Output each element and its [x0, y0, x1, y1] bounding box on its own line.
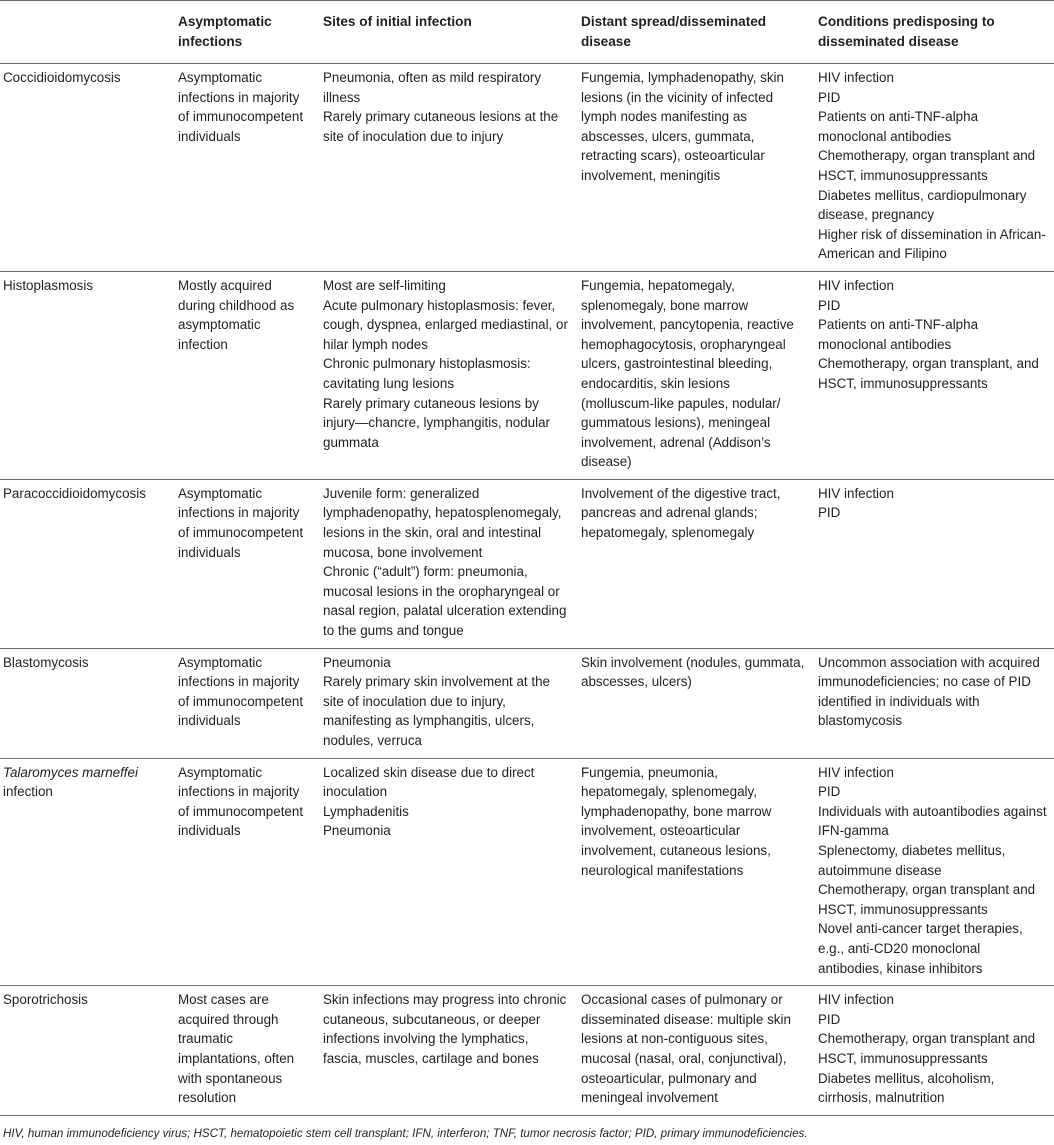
- distant-spread-cell: [575, 758, 812, 986]
- disease-cell: [0, 986, 172, 1116]
- predisposing-condition-line: Higher risk of dissemination in African-American and Filipino: [818, 226, 1046, 262]
- initial-infection-line: Rarely primary cutaneous lesions by injury—chancre, lymphangitis, nodular gummata: [323, 395, 551, 450]
- table-row: [0, 479, 1054, 648]
- predisposing-condition-line: Individuals with autoantibodies against IFN-gamma: [818, 803, 1047, 839]
- predisposing-condition-line: HIV infection: [818, 70, 894, 85]
- initial-infection-line: Rarely primary cutaneous lesions at the site of inoculation due to injury: [323, 109, 559, 144]
- initial-infection-line: Pneumonia, often as mild respiratory illness: [323, 70, 542, 105]
- disease-cell: [0, 64, 172, 272]
- distant-spread-cell: [575, 479, 812, 648]
- initial-infection-line: Acute pulmonary histoplasmosis: fever, cough, dyspnea, enlarged mediastinal, or hilar lymph nodes: [323, 297, 568, 352]
- disease-name: Coccidioidomycosis: [3, 70, 121, 85]
- distant-spread-cell: [575, 64, 812, 272]
- predisposing-condition-line: PID: [818, 784, 841, 800]
- predisposing-condition-line: Chemotherapy, organ transplant and HSCT, immunosuppressants: [818, 882, 1036, 917]
- predisposing-condition-line: PID: [818, 89, 841, 105]
- disease-name-suffix: infection: [3, 784, 53, 800]
- header-disease: [0, 1, 172, 64]
- predisposing-condition-line: PID: [818, 297, 841, 313]
- table-row: [0, 648, 1054, 758]
- asymptomatic-cell: Asymptomatic infections in majority of immunocompetent individuals: [178, 764, 304, 839]
- predisposing-condition-line: Splenectomy, diabetes mellitus, autoimmune disease: [818, 842, 1006, 878]
- predisposing-condition-line: HIV infection: [818, 485, 894, 501]
- asymptomatic-cell: Asymptomatic infections in majority of immunocompetent individuals: [178, 485, 304, 560]
- distant-spread-cell: [575, 986, 812, 1116]
- predisposing-condition-line: Novel anti-cancer target therapies, e.g., anti-CD20 monoclonal antibodies, kinase inhibitors: [818, 921, 1023, 976]
- distant-spread-cell: [575, 271, 812, 479]
- predisposing-condition-line: PID: [818, 1011, 841, 1027]
- initial-infection-line: Localized skin disease due to direct inoculation: [323, 764, 535, 800]
- header-distant-spread: Distant spread/disseminated disease: [581, 14, 767, 49]
- distant-spread-line: Fungemia, lymphadenopathy, skin lesions (in the vicinity of infected lymph nodes manifesting as abscesses, ulcers, gummata, retracting scars), osteoarticular involvement, meningitis: [581, 70, 784, 183]
- predisposing-condition-line: Patients on anti-TNF-alpha monoclonal antibodies: [818, 109, 979, 144]
- predisposing-conditions-cell: [812, 271, 1054, 479]
- predisposing-condition-line: Patients on anti-TNF-alpha monoclonal antibodies: [818, 317, 979, 352]
- disease-name: Talaromyces marneffei: [3, 764, 138, 780]
- predisposing-conditions-cell: [812, 986, 1054, 1116]
- initial-infection-cell: [317, 648, 575, 758]
- asymptomatic-cell: Most cases are acquired through traumatic implantations, often with spontaneous resolution: [178, 992, 295, 1106]
- distant-spread-line: Occasional cases of pulmonary or disseminated disease: multiple skin lesions at non-contiguous sites, mucosal (nasal, oral, conjunctival), osteoarticular, pulmonary and meningeal involvement: [581, 992, 791, 1106]
- distant-spread-line: Fungemia, pneumonia, hepatomegaly, splenomegaly, lymphadenopathy, bone marrow involvement, osteoarticular involvement, cutaneous lesions, neurological manifestations: [581, 764, 772, 878]
- table-row: [0, 758, 1054, 986]
- disease-cell: [0, 758, 172, 986]
- table-header: [0, 1, 1054, 64]
- predisposing-condition-line: Chemotherapy, organ transplant, and HSCT, immunosuppressants: [818, 356, 1039, 391]
- predisposing-conditions-cell: [812, 64, 1054, 272]
- distant-spread-line: Fungemia, hepatomegaly, splenomegaly, bone marrow involvement, pancytopenia, reactive hemophagocytosis, oropharyngeal ulcers, gastrointestinal bleeding, endocarditis, skin lesions (molluscum-like papules, nodular/ gummatous lesions), meningeal involvement, adrenal (Addison’s disease): [581, 277, 794, 470]
- asymptomatic-cell: Asymptomatic infections in majority of immunocompetent individuals: [178, 654, 304, 729]
- disease-cell: [0, 648, 172, 758]
- initial-infection-line: Pneumonia: [323, 654, 391, 670]
- asymptomatic-cell: Asymptomatic infections in majority of immunocompetent individuals: [178, 70, 304, 144]
- table-body: [0, 64, 1054, 1116]
- disease-name: Paracoccidioidomycosis: [3, 485, 146, 501]
- predisposing-condition-line: HIV infection: [818, 992, 894, 1008]
- predisposing-condition-line: Chemotherapy, organ transplant and HSCT, immunosuppressants: [818, 148, 1036, 183]
- initial-infection-line: Pneumonia: [323, 823, 391, 839]
- initial-infection-line: Juvenile form: generalized lymphadenopathy, hepatosplenomegaly, lesions in the skin, oral and intestinal mucosa, bone involvement: [323, 485, 562, 560]
- header-asymptomatic: Asymptomatic infections: [178, 14, 272, 49]
- initial-infection-cell: [317, 758, 575, 986]
- predisposing-conditions-cell: [812, 648, 1054, 758]
- initial-infection-cell: [317, 479, 575, 648]
- initial-infection-line: Chronic (“adult”) form: pneumonia, mucosal lesions in the oropharyngeal or nasal region, palatal ulceration extending to the gums and tongue: [323, 564, 567, 639]
- predisposing-condition-line: Diabetes mellitus, alcoholism, cirrhosis, malnutrition: [818, 1070, 995, 1106]
- table-row: [0, 64, 1054, 272]
- header-row: [0, 1, 1054, 64]
- initial-infection-cell: [317, 271, 575, 479]
- table-row: [0, 986, 1054, 1116]
- disease-cell: [0, 479, 172, 648]
- predisposing-condition-line: Chemotherapy, organ transplant and HSCT, immunosuppressants: [818, 1031, 1036, 1066]
- initial-infection-line: Most are self-limiting: [323, 277, 446, 293]
- distant-spread-cell: [575, 648, 812, 758]
- distant-spread-line: Involvement of the digestive tract, pancreas and adrenal glands; hepatomegaly, splenomegaly: [581, 485, 781, 541]
- header-initial-infection: Sites of initial infection: [323, 14, 472, 29]
- initial-infection-line: Rarely primary skin involvement at the site of inoculation due to injury, manifesting as lymphangitis, ulcers, nodules, verruca: [323, 674, 550, 748]
- predisposing-condition-line: PID: [818, 505, 841, 521]
- distant-spread-line: Skin involvement (nodules, gummata, abscesses, ulcers): [581, 654, 805, 690]
- initial-infection-line: Chronic pulmonary histoplasmosis: cavitating lung lesions: [323, 356, 531, 391]
- asymptomatic-cell: Mostly acquired during childhood as asymptomatic infection: [178, 277, 295, 352]
- header-predisposing-conditions: Conditions predisposing to disseminated disease: [818, 14, 995, 49]
- disease-cell: [0, 271, 172, 479]
- disease-name: Sporotrichosis: [3, 992, 88, 1008]
- predisposing-conditions-cell: [812, 758, 1054, 986]
- predisposing-conditions-cell: [812, 479, 1054, 648]
- initial-infection-line: Skin infections may progress into chronic cutaneous, subcutaneous, or deeper infections involving the lymphatics, fascia, muscles, cartilage and bones: [323, 992, 567, 1066]
- disease-name: Histoplasmosis: [3, 277, 94, 293]
- predisposing-condition-line: HIV infection: [818, 764, 894, 780]
- table-footnote: HIV, human immunodeficiency virus; HSCT, hematopoietic stem cell transplant; IFN, interferon; TNF, tumor necrosis factor; PID, primary immunodeficiencies.: [3, 1127, 808, 1140]
- disease-name: Blastomycosis: [3, 654, 89, 670]
- initial-infection-cell: [317, 986, 575, 1116]
- initial-infection-cell: [317, 64, 575, 272]
- predisposing-condition-line: Diabetes mellitus, cardiopulmonary disease, pregnancy: [818, 187, 1027, 223]
- predisposing-condition-line: HIV infection: [818, 277, 894, 293]
- predisposing-condition-line: Uncommon association with acquired immunodeficiencies; no case of PID identified in individuals with blastomycosis: [818, 654, 1040, 729]
- initial-infection-line: Lymphadenitis: [323, 803, 409, 819]
- table-row: [0, 271, 1054, 479]
